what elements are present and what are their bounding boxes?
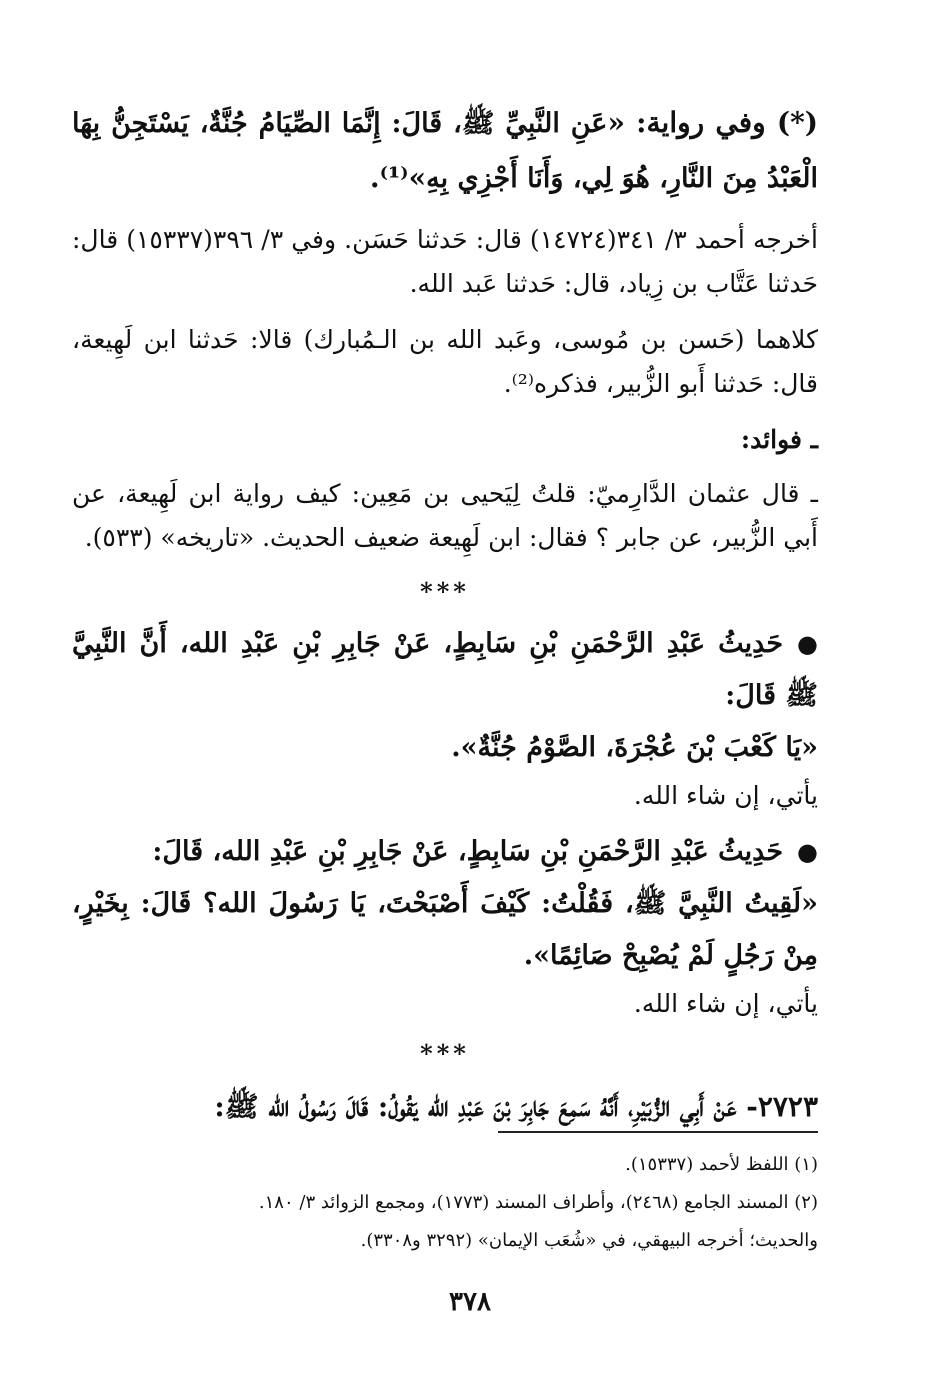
- footnote-1: (١) اللفظ لأحمد (١٥٣٣٧).: [625, 1154, 818, 1175]
- footnotes: [150, 1148, 818, 1262]
- bullet-hadith-1-quote: «يَا كَعْبَ بْنَ عُجْرَةَ، الصَّوْمُ جُنَّةٌ».: [451, 732, 818, 763]
- section-separator: ***: [420, 1039, 470, 1068]
- paragraph-variant-narration: [72, 96, 818, 206]
- page-number: ٣٧٨: [449, 1287, 491, 1317]
- fawaid-heading: ـ فوائد:: [740, 425, 818, 454]
- paragraph-fawaid: ـ قال عثمان الدَّارِميّ: قلتُ لِيَحيى بن مَعِين: كيف رواية ابن لَهِيعة، عن أَبي الزُّبير، عن جابر ؟ فقال: ابن لَهِيعة ضعيف الحديث. «تاريخه» (٥٣٣).: [72, 479, 818, 552]
- variant-hadith-text: عَنِ النَّبِيِّ ﷺ، قَالَ: إِنَّمَا الصِّيَامُ جُنَّةٌ، يَسْتَجِنُّ بِهَا الْعَبْدُ مِنَ النَّارِ، هُوَ لِي، وَأَنَا أَجْزِي بِهِ: [72, 108, 818, 194]
- bullet-hadith-2-quote: «لَقِيتُ النَّبِيَّ ﷺ، فَقُلْتُ: كَيْفَ أَصْبَحْتَ، يَا رَسُولَ الله؟ قَالَ: بِخَيْرٍ، مِنْ رَجُلٍ لَمْ يُصْبِحْ صَائِمًا».: [72, 888, 818, 971]
- bullet-hadith-2-note: يأتي، إن شاء الله.: [633, 989, 818, 1018]
- bullet-hadith-1: [72, 618, 818, 722]
- footnote-2-continued: والحديث؛ أخرجه البيهقي، في «شُعَب الإيمان» (٣٢٩٢ و٣٣٠٨).: [360, 1230, 818, 1251]
- bullet-hadith-2-text: حَدِيثُ عَبْدِ الرَّحْمَنِ بْنِ سَابِطٍ، عَنْ جَابِرِ بْنِ عَبْدِ الله، قَالَ:: [152, 836, 784, 867]
- hadith-2723: ٢٧٢٣- عَنْ أَبِي الزُّبَيْرِ، أَنَّهُ سَمِعَ جَابِرَ بْنَ عَبْدِ الله يَقُولُ: قَالَ رَسُولُ الله ﷺ:: [214, 1090, 818, 1123]
- paragraph-chain: كلاهما (حَسن بن مُوسى، وعَبد الله بن الـمُبارك) قالا: حَدثنا ابن لَهِيعة، قال: حَدثنا أَبو الزُّبير، فذكره⁽²⁾.: [72, 325, 818, 398]
- variant-end: »⁽¹⁾.: [369, 161, 427, 194]
- paragraph-takhrij: أخرجه أحمد ٣/ ٣٤١(١٤٧٢٤) قال: حَدثنا حَسَن. وفي ٣/ ٣٩٦(١٥٣٣٧) قال: حَدثنا عَتَّاب بن زِياد، قال: حَدثنا عَبد الله.: [72, 225, 818, 298]
- bullet-hadith-2: [72, 826, 818, 878]
- variant-intro: (*) وفي رواية: «: [607, 106, 819, 139]
- bullet-icon: ●: [797, 629, 818, 658]
- footnote-divider: [498, 1131, 818, 1133]
- bullet-hadith-1-note: يأتي، إن شاء الله.: [633, 781, 818, 810]
- bullet-icon: ●: [797, 837, 818, 866]
- section-separator: ***: [420, 577, 470, 606]
- footnote-2: (٢) المسند الجامع (٢٤٦٨)، وأطراف المسند (١٧٧٣)، ومجمع الزوائد ٣/ ١٨٠.: [258, 1192, 818, 1213]
- bullet-hadith-1-text: حَدِيثُ عَبْدِ الرَّحْمَنِ بْنِ سَابِطٍ، عَنْ جَابِرِ بْنِ عَبْدِ الله، أَنَّ النَّبِيَّ ﷺ قَالَ:: [72, 628, 818, 711]
